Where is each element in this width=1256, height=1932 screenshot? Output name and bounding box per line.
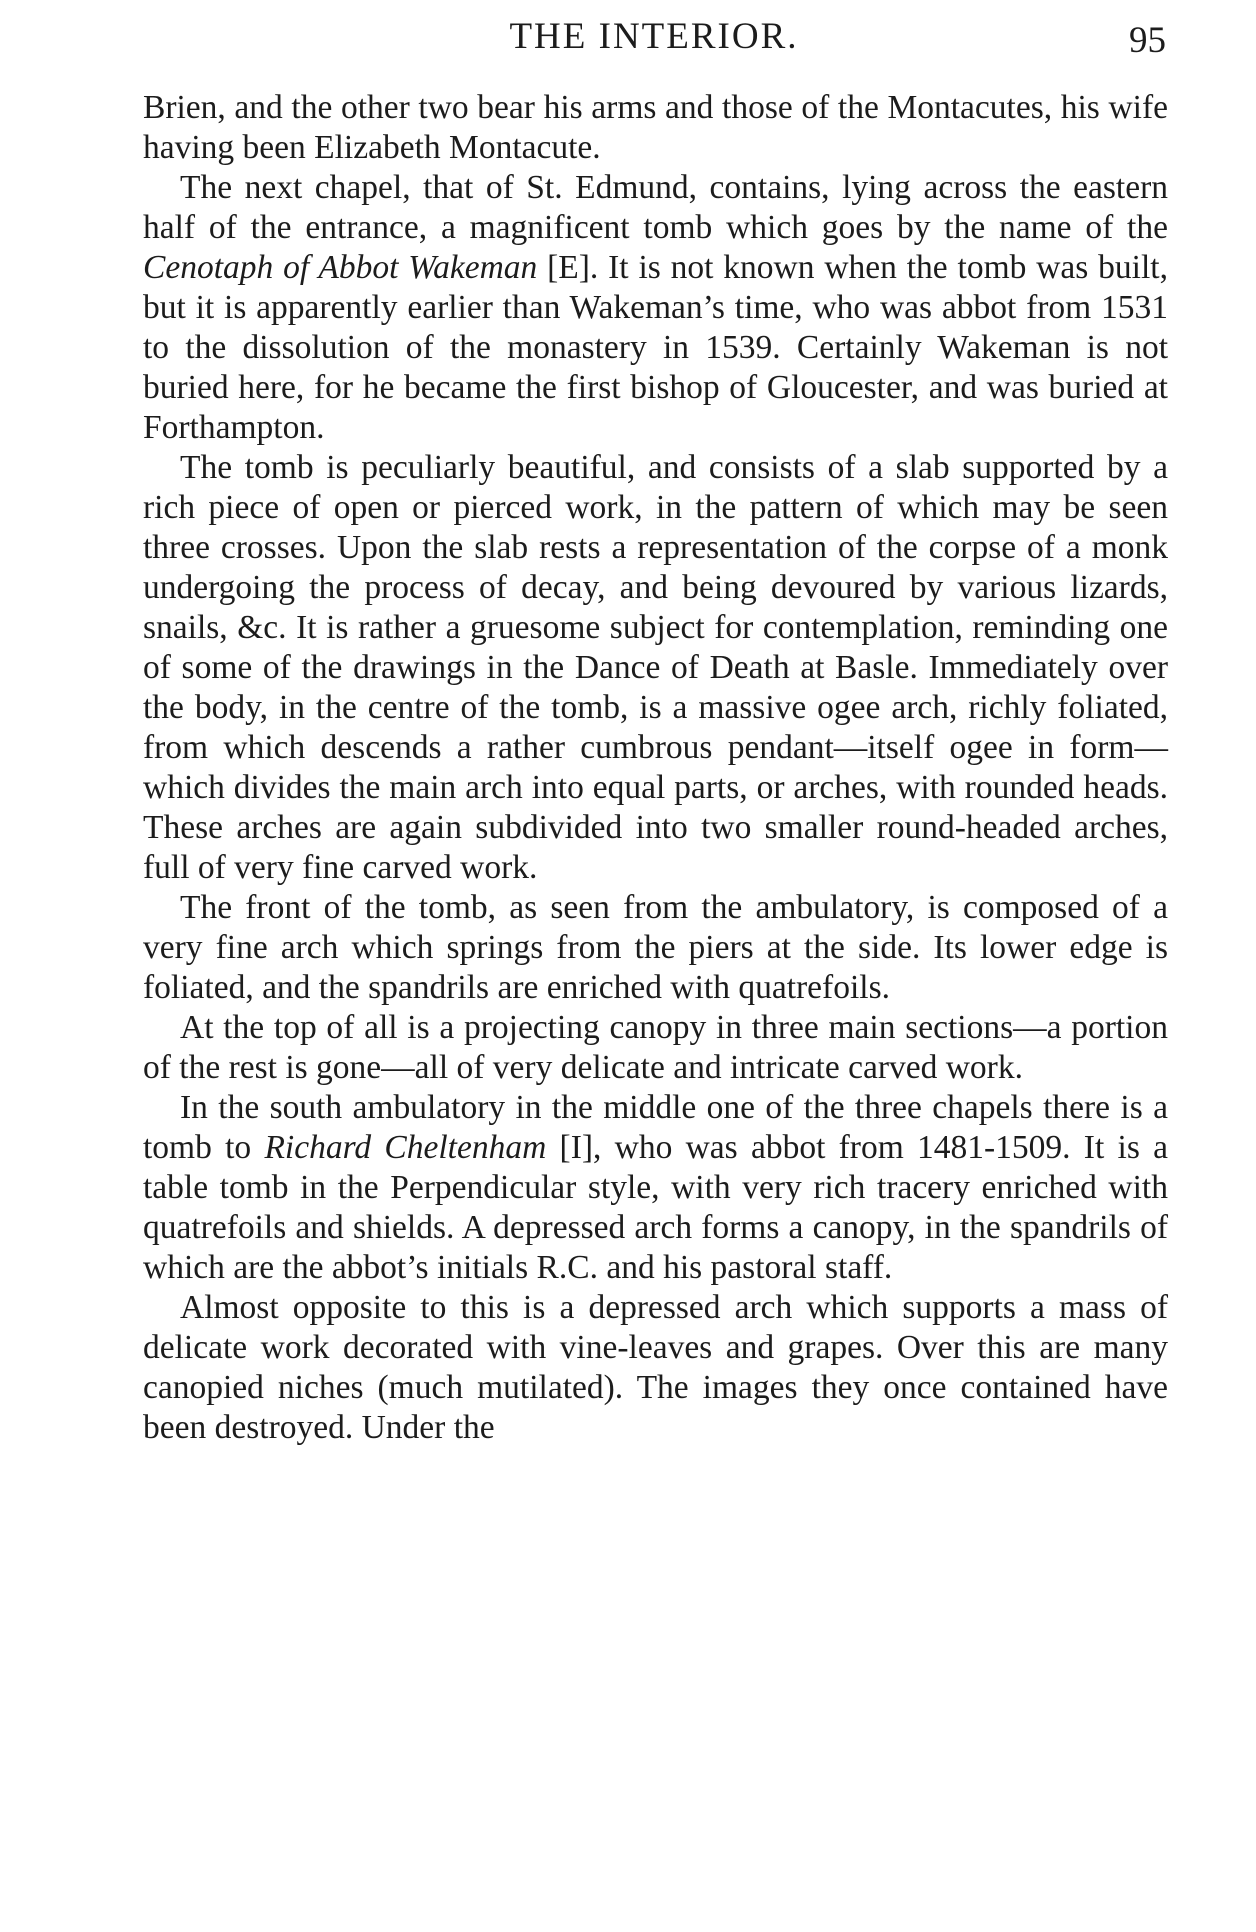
paragraph-text: [E]. It is not known when the tomb was built, but it is apparently earlier than Wakeman’s time, who was abbot from 1531 to the dissolution of the monastery in 1539. Certainly Wakeman is not buried here, for he became the first bishop of Gloucester, and was buried at Forthampton. [143,249,1168,446]
paragraph [143,1288,1168,1448]
running-title: THE INTERIOR. [509,16,799,57]
tomb-name-italic: Cenotaph of Abbot Wakeman [143,249,538,286]
paragraph-text: At the top of all is a projecting canopy in three main sections—a portion of the rest is gone—all of very delicate and intricate carved work. [143,1009,1168,1086]
paragraph-text: The tomb is peculiarly beautiful, and consists of a slab supported by a rich piece of open or pierced work, in the pattern of which may be seen three crosses. Upon the slab rests a representation of the corpse of a monk undergoing the process of decay, and being devoured by various lizards, snails, &c. It is rather a gruesome subject for contemplation, reminding one of some of the drawings in the Dance of Death at Basle. Immediately over the body, in the centre of the tomb, is a massive ogee arch, richly foliated, from which descends a rather cumbrous pendant—itself ogee in form—which divides the main arch into equal parts, or arches, with rounded heads. These arches are again subdivided into two smaller round-headed arches, full of very fine carved work. [143,449,1168,886]
page-number: 95 [1129,20,1166,61]
paragraph-text: In the south ambulatory in the middle one of the three chapels there is a tomb to [143,1089,1168,1166]
paragraph-text: Almost opposite to this is a depressed arch which supports a mass of delicate work decorated with vine-leaves and grapes. Over this are many canopied niches (much mutilated). The images they once contained have been destroyed. Under the [143,1289,1168,1446]
paragraph [143,1088,1168,1288]
paragraph [143,88,1168,168]
body-text [143,88,1168,1448]
paragraph-text: Brien, and the other two bear his arms and those of the Montacutes, his wife having been Elizabeth Montacute. [143,89,1168,166]
running-head [140,12,1168,62]
tomb-name-italic: Richard Cheltenham [264,1129,547,1166]
paragraph-text: The front of the tomb, as seen from the ambulatory, is composed of a very fine arch which springs from the piers at the side. Its lower edge is foliated, and the spandrils are enriched with quatrefoils. [143,889,1168,1006]
paragraph-text: The next chapel, that of St. Edmund, contains, lying across the eastern half of the entrance, a magnificent tomb which goes by the name of the [143,169,1168,246]
paragraph [143,1008,1168,1088]
paragraph [143,888,1168,1008]
paragraph [143,448,1168,888]
paragraph-text: [I], who was abbot from 1481-1509. It is a table tomb in the Perpendicular style, with very rich tracery enriched with quatrefoils and shields. A depressed arch forms a canopy, in the spandrils of which are the abbot’s initials R.C. and his pastoral staff. [143,1129,1169,1286]
paragraph [143,168,1168,448]
